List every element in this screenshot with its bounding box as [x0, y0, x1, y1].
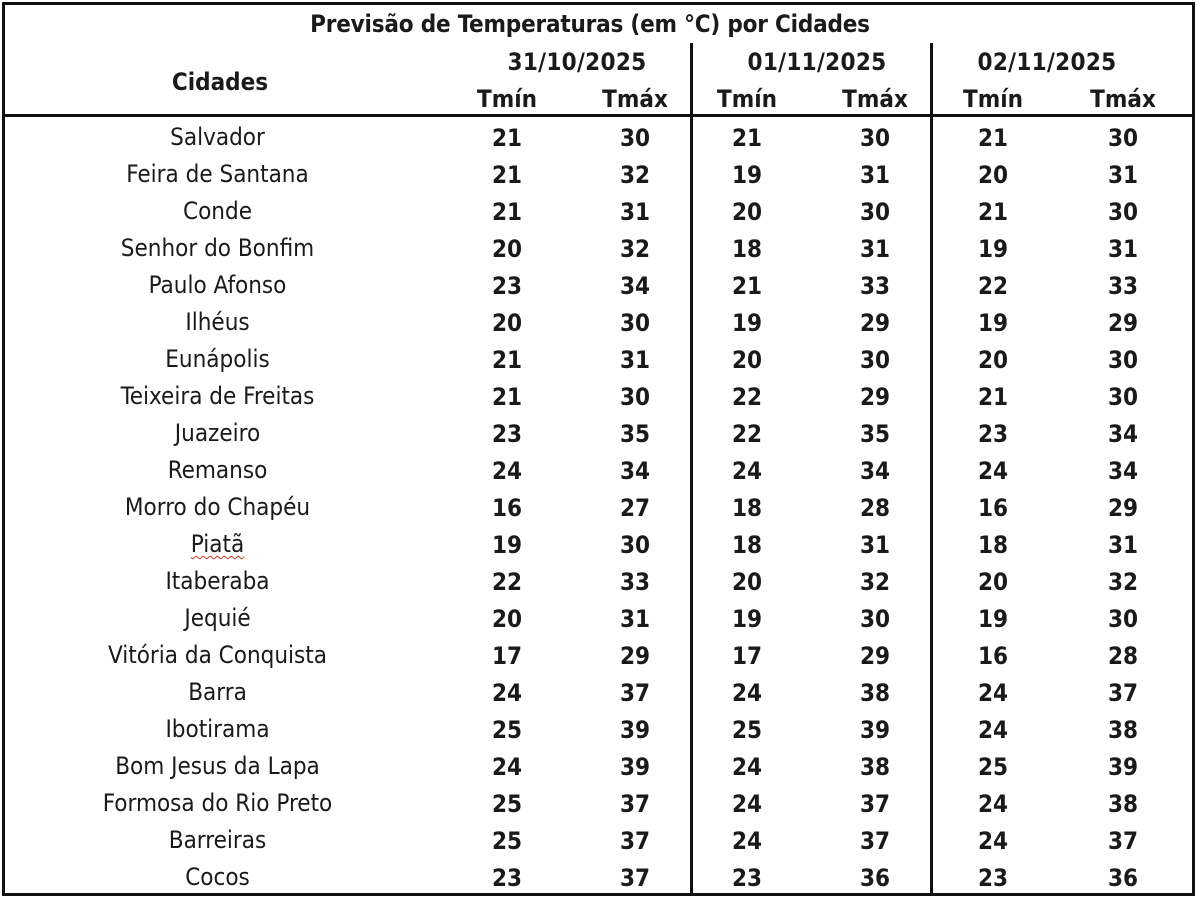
tmin-day1: 25	[491, 790, 523, 818]
table-row	[5, 490, 1192, 527]
tmax-day3: 30	[1107, 124, 1139, 152]
city-name: Ibotirama	[165, 715, 270, 743]
forecast-table	[2, 2, 1195, 896]
tmax-day2: 30	[859, 346, 891, 374]
tmin-day3: 20	[977, 568, 1009, 596]
table-row	[5, 305, 1192, 342]
city-name: Feira de Santana	[126, 160, 309, 188]
table-row	[5, 194, 1192, 231]
tmin-day2: 19	[731, 161, 763, 189]
table-row	[5, 231, 1192, 268]
tmin-day1: 24	[491, 679, 523, 707]
tmax-day2: 37	[859, 790, 891, 818]
tmax-day2: 36	[859, 864, 891, 892]
city-name: Paulo Afonso	[148, 271, 287, 299]
table-row	[5, 157, 1192, 194]
city-name: Teixeira de Freitas	[120, 382, 315, 410]
table-row	[5, 675, 1192, 712]
tmin-day3: 19	[977, 309, 1009, 337]
tmin-day1: 21	[491, 346, 523, 374]
tmax-day2: 37	[859, 827, 891, 855]
cities-column-header: Cidades	[171, 68, 269, 96]
tmax-day3: 34	[1107, 420, 1139, 448]
tmax-day2: 29	[859, 309, 891, 337]
tmax-day3: 38	[1107, 716, 1139, 744]
tmin-day1: 16	[491, 494, 523, 522]
tmin-header-3: Tmín	[963, 85, 1023, 113]
tmax-day3: 37	[1107, 679, 1139, 707]
city-name: Piatã	[190, 530, 245, 558]
tmax-day3: 39	[1107, 753, 1139, 781]
tmax-day1: 39	[619, 753, 651, 781]
tmin-day3: 21	[977, 198, 1009, 226]
table-row	[5, 749, 1192, 786]
tmin-day3: 24	[977, 790, 1009, 818]
city-name: Conde	[183, 197, 252, 225]
tmax-day3: 36	[1107, 864, 1139, 892]
tmax-day2: 28	[859, 494, 891, 522]
tmax-day3: 38	[1107, 790, 1139, 818]
tmin-header-1: Tmín	[477, 85, 537, 113]
header-divider	[5, 114, 1192, 117]
date-header-1: 31/10/2025	[507, 48, 647, 76]
tmin-day3: 16	[977, 494, 1009, 522]
tmax-day2: 30	[859, 198, 891, 226]
tmax-day2: 34	[859, 457, 891, 485]
tmax-day2: 31	[859, 531, 891, 559]
tmax-day3: 30	[1107, 346, 1139, 374]
tmin-header-2: Tmín	[717, 85, 777, 113]
tmin-day2: 24	[731, 827, 763, 855]
table-row	[5, 416, 1192, 453]
tmax-day1: 30	[619, 383, 651, 411]
tmax-day1: 37	[619, 679, 651, 707]
tmin-day3: 21	[977, 124, 1009, 152]
date-header-3: 02/11/2025	[977, 48, 1117, 76]
tmax-day2: 38	[859, 753, 891, 781]
tmin-day3: 24	[977, 716, 1009, 744]
tmax-day3: 34	[1107, 457, 1139, 485]
city-name: Vitória da Conquista	[108, 641, 327, 669]
tmax-day1: 29	[619, 642, 651, 670]
tmax-day2: 32	[859, 568, 891, 596]
tmin-day2: 19	[731, 605, 763, 633]
tmin-day2: 25	[731, 716, 763, 744]
tmax-day3: 33	[1107, 272, 1139, 300]
tmin-day2: 18	[731, 494, 763, 522]
tmin-day1: 21	[491, 198, 523, 226]
tmin-day3: 19	[977, 605, 1009, 633]
tmin-day3: 24	[977, 457, 1009, 485]
tmin-day3: 23	[977, 864, 1009, 892]
tmin-day1: 23	[491, 864, 523, 892]
tmax-day2: 29	[859, 383, 891, 411]
tmin-day1: 20	[491, 235, 523, 263]
tmax-day3: 30	[1107, 605, 1139, 633]
table-row	[5, 564, 1192, 601]
city-name: Juazeiro	[174, 419, 261, 447]
tmax-day1: 30	[619, 309, 651, 337]
tmax-day2: 38	[859, 679, 891, 707]
table-row	[5, 379, 1192, 416]
tmax-day2: 35	[859, 420, 891, 448]
city-name: Barreiras	[168, 826, 267, 854]
table-row	[5, 453, 1192, 490]
table-row	[5, 527, 1192, 564]
tmax-day1: 30	[619, 531, 651, 559]
city-name: Salvador	[170, 123, 265, 151]
tmin-day1: 20	[491, 605, 523, 633]
tmin-day3: 23	[977, 420, 1009, 448]
tmax-day1: 34	[619, 457, 651, 485]
tmin-day2: 24	[731, 457, 763, 485]
tmin-day1: 24	[491, 753, 523, 781]
tmin-day2: 23	[731, 864, 763, 892]
date-header-2: 01/11/2025	[747, 48, 887, 76]
table-row	[5, 712, 1192, 749]
tmin-day2: 24	[731, 790, 763, 818]
tmin-day1: 21	[491, 161, 523, 189]
tmax-day3: 32	[1107, 568, 1139, 596]
tmax-day3: 31	[1107, 161, 1139, 189]
tmax-day1: 39	[619, 716, 651, 744]
tmin-day3: 22	[977, 272, 1009, 300]
tmax-day2: 29	[859, 642, 891, 670]
tmin-day3: 19	[977, 235, 1009, 263]
table-row	[5, 823, 1192, 860]
tmin-day1: 23	[491, 272, 523, 300]
tmax-day1: 31	[619, 198, 651, 226]
table-row	[5, 601, 1192, 638]
tmin-day2: 20	[731, 568, 763, 596]
tmin-day1: 21	[491, 383, 523, 411]
tmin-day3: 16	[977, 642, 1009, 670]
tmax-day1: 30	[619, 124, 651, 152]
tmin-day2: 20	[731, 198, 763, 226]
city-name: Cocos	[185, 863, 250, 891]
tmin-day1: 17	[491, 642, 523, 670]
tmin-day2: 24	[731, 753, 763, 781]
tmax-day2: 33	[859, 272, 891, 300]
tmax-day1: 32	[619, 161, 651, 189]
tmax-header-2: Tmáx	[842, 85, 908, 113]
tmin-day1: 24	[491, 457, 523, 485]
tmin-day3: 20	[977, 346, 1009, 374]
tmin-day3: 18	[977, 531, 1009, 559]
tmin-day2: 18	[731, 531, 763, 559]
tmax-day1: 27	[619, 494, 651, 522]
tmax-day2: 31	[859, 235, 891, 263]
tmin-day3: 21	[977, 383, 1009, 411]
tmin-day1: 25	[491, 827, 523, 855]
table-row	[5, 342, 1192, 379]
tmin-day2: 21	[731, 124, 763, 152]
table-row	[5, 268, 1192, 305]
tmin-day3: 25	[977, 753, 1009, 781]
tmax-day2: 39	[859, 716, 891, 744]
tmin-day1: 25	[491, 716, 523, 744]
tmin-day1: 22	[491, 568, 523, 596]
table-row	[5, 638, 1192, 675]
tmin-day2: 20	[731, 346, 763, 374]
city-name: Morro do Chapéu	[124, 493, 311, 521]
table-row	[5, 786, 1192, 823]
city-name: Itaberaba	[165, 567, 270, 595]
table-title: Previsão de Temperaturas (em °C) por Cidades	[310, 10, 870, 38]
tmin-day2: 22	[731, 420, 763, 448]
tmax-day2: 31	[859, 161, 891, 189]
tmax-day1: 34	[619, 272, 651, 300]
city-name: Formosa do Rio Preto	[102, 789, 333, 817]
tmax-day3: 37	[1107, 827, 1139, 855]
tmin-day3: 24	[977, 827, 1009, 855]
table-row	[5, 860, 1192, 897]
tmin-day2: 19	[731, 309, 763, 337]
tmax-day2: 30	[859, 124, 891, 152]
table-body	[5, 120, 1192, 897]
city-name: Senhor do Bonfim	[120, 234, 315, 262]
city-name: Jequié	[184, 604, 251, 632]
tmax-day3: 31	[1107, 235, 1139, 263]
tmin-day2: 17	[731, 642, 763, 670]
tmax-day1: 35	[619, 420, 651, 448]
tmin-day2: 21	[731, 272, 763, 300]
tmax-day1: 37	[619, 790, 651, 818]
tmax-header-1: Tmáx	[602, 85, 668, 113]
tmax-day1: 32	[619, 235, 651, 263]
tmax-day3: 31	[1107, 531, 1139, 559]
tmin-day2: 22	[731, 383, 763, 411]
tmax-day3: 30	[1107, 383, 1139, 411]
tmin-day1: 19	[491, 531, 523, 559]
tmax-day3: 28	[1107, 642, 1139, 670]
tmax-header-3: Tmáx	[1090, 85, 1156, 113]
tmin-day1: 20	[491, 309, 523, 337]
tmax-day3: 29	[1107, 309, 1139, 337]
tmin-day1: 23	[491, 420, 523, 448]
tmax-day1: 31	[619, 605, 651, 633]
city-name: Eunápolis	[165, 345, 270, 373]
tmax-day1: 37	[619, 864, 651, 892]
tmin-day2: 24	[731, 679, 763, 707]
tmax-day1: 33	[619, 568, 651, 596]
table-row	[5, 120, 1192, 157]
tmin-day3: 24	[977, 679, 1009, 707]
city-name: Bom Jesus da Lapa	[115, 752, 320, 780]
tmax-day2: 30	[859, 605, 891, 633]
city-name: Ilhéus	[185, 308, 250, 336]
tmax-day1: 31	[619, 346, 651, 374]
tmin-day3: 20	[977, 161, 1009, 189]
tmax-day1: 37	[619, 827, 651, 855]
city-name: Barra	[188, 678, 247, 706]
tmin-day2: 18	[731, 235, 763, 263]
city-name: Remanso	[167, 456, 268, 484]
tmax-day3: 30	[1107, 198, 1139, 226]
tmin-day1: 21	[491, 124, 523, 152]
tmax-day3: 29	[1107, 494, 1139, 522]
